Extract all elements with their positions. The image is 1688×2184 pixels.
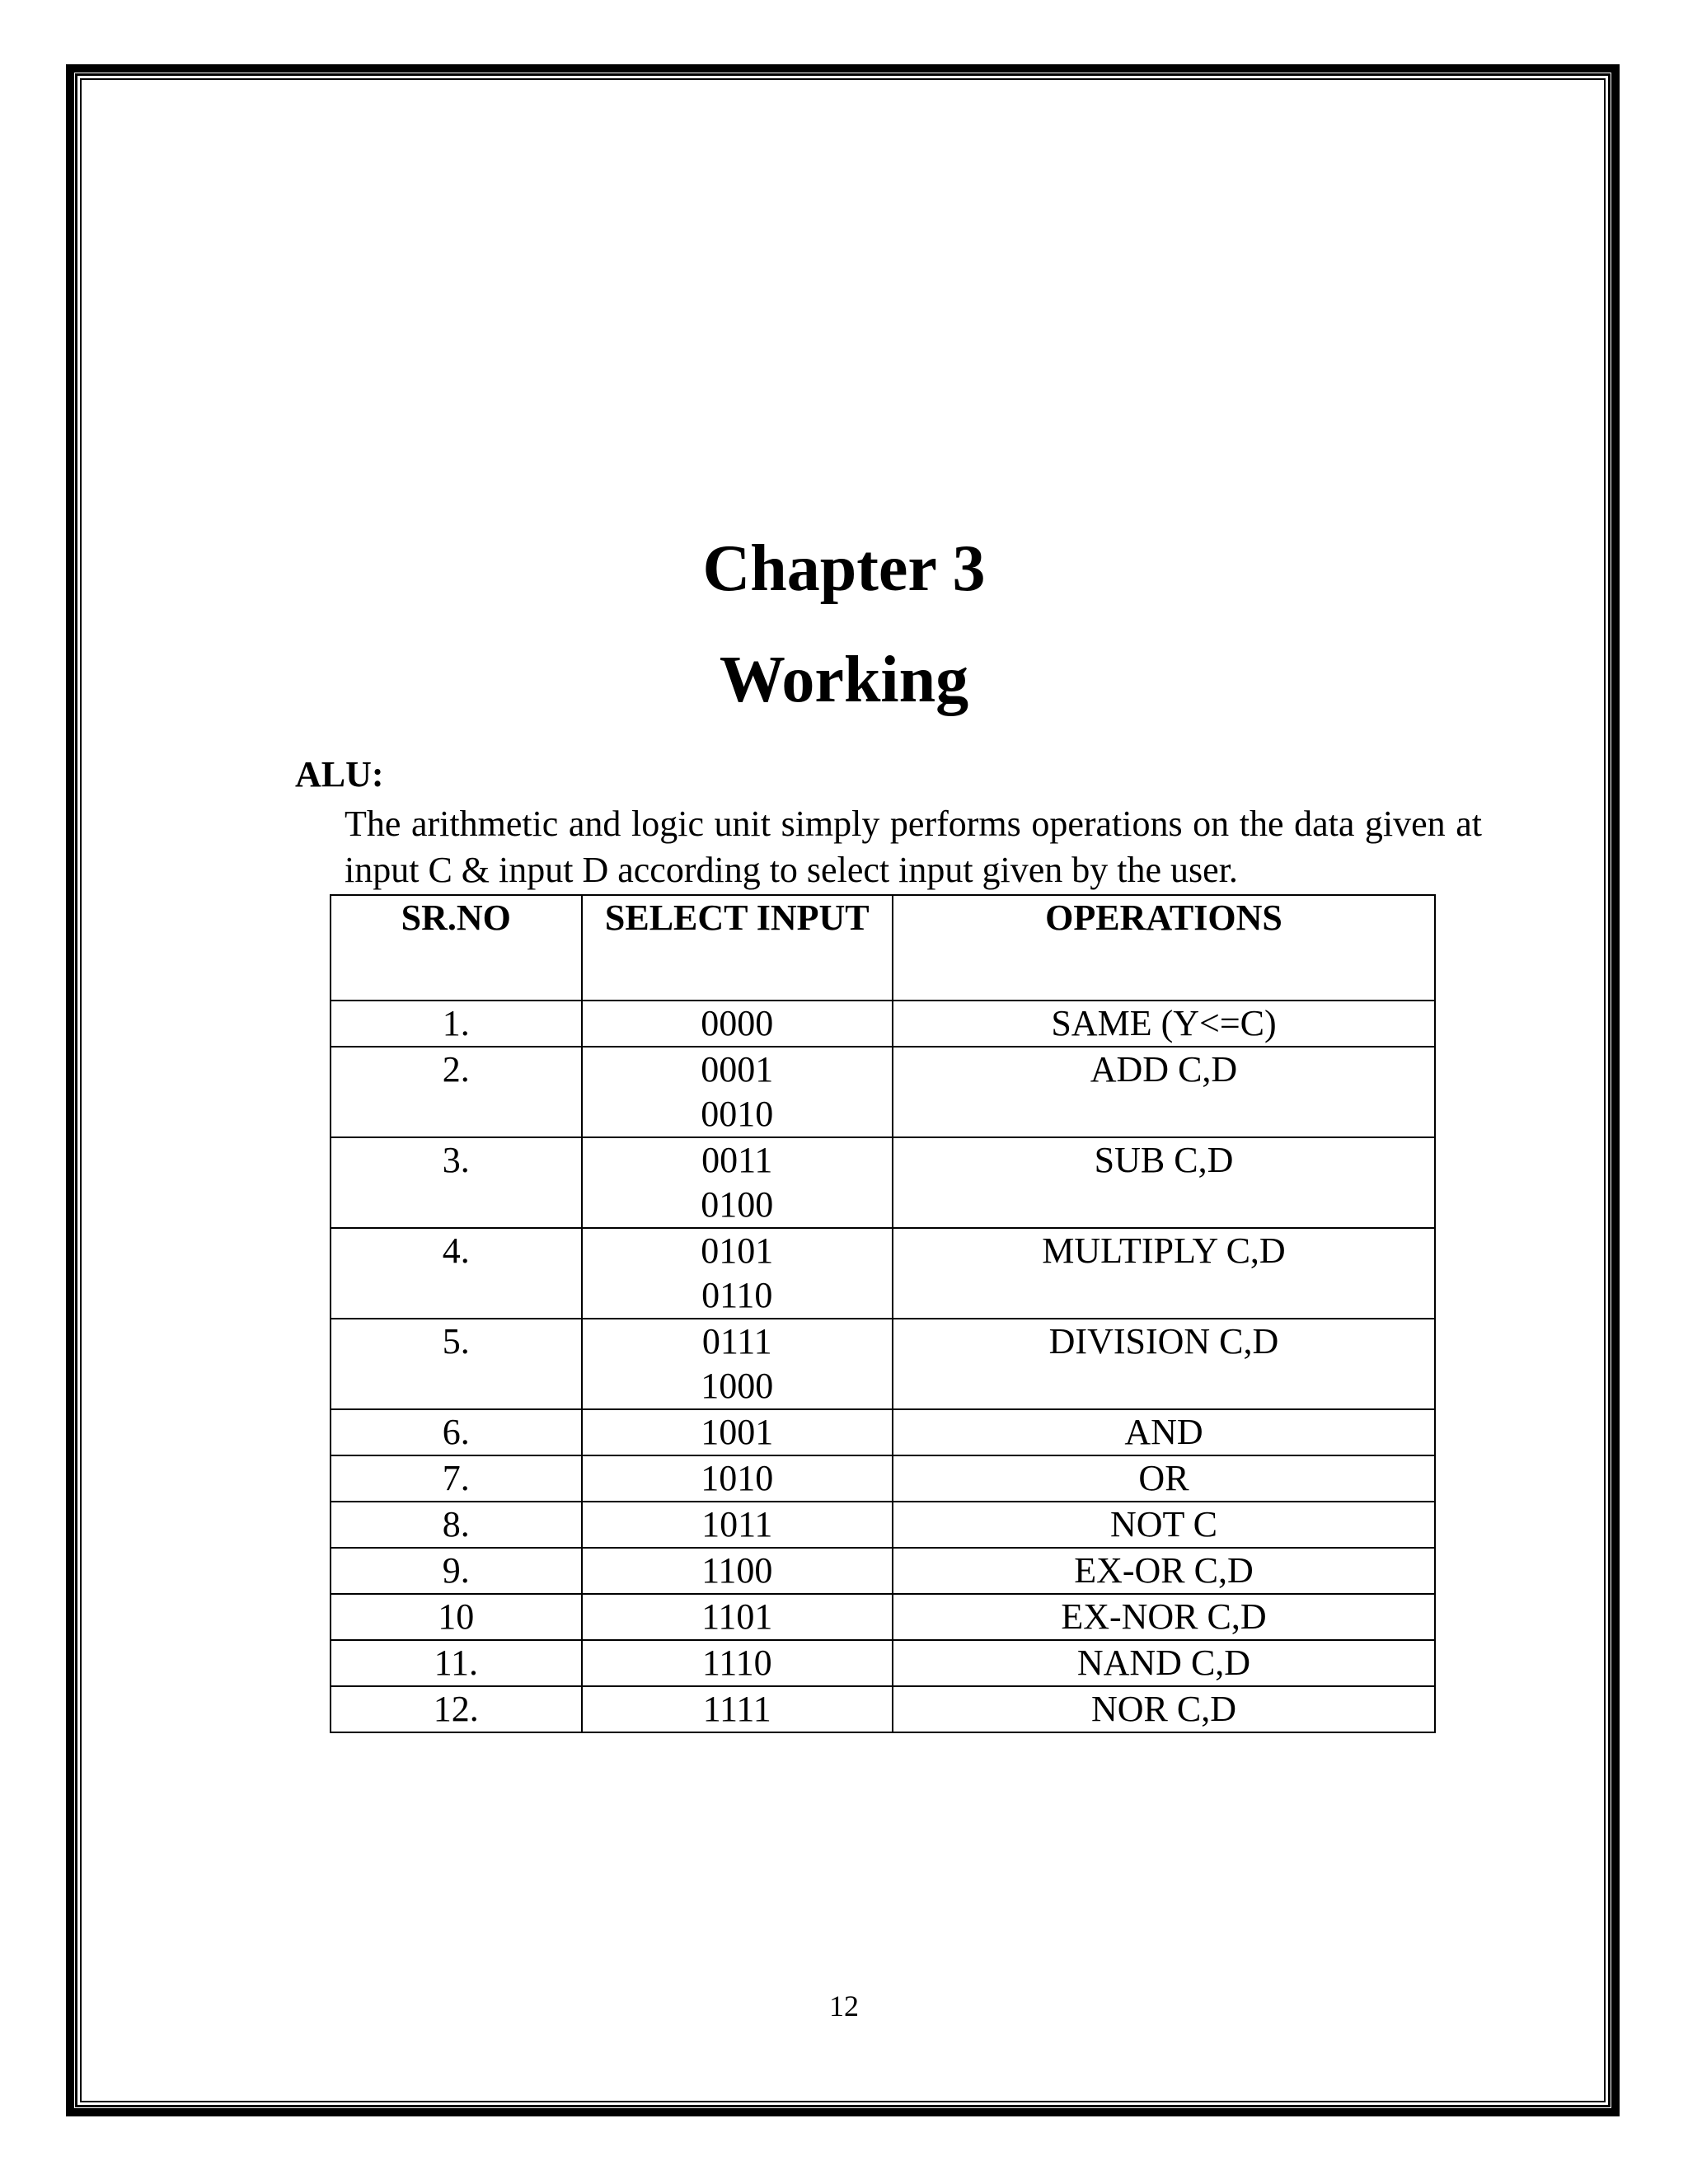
cell-sr-no: 2. — [331, 1047, 582, 1137]
cell-operation: NAND C,D — [893, 1640, 1435, 1686]
cell-operation: AND — [893, 1409, 1435, 1455]
table-row — [331, 1594, 1435, 1640]
cell-sr-no: 9. — [331, 1548, 582, 1594]
header-sr-no: SR.NO — [331, 895, 582, 1001]
cell-sr-no: 8. — [331, 1502, 582, 1548]
select-input-code: 0010 — [701, 1094, 774, 1134]
cell-select-input — [582, 1137, 893, 1228]
cell-sr-no: 7. — [331, 1455, 582, 1502]
cell-operation: SAME (Y<=C) — [893, 1001, 1435, 1047]
cell-select-input — [582, 1228, 893, 1319]
cell-operation: NOT C — [893, 1502, 1435, 1548]
table-row — [331, 1001, 1435, 1047]
cell-sr-no: 1. — [331, 1001, 582, 1047]
table-row — [331, 1686, 1435, 1732]
select-input-code: 1010 — [701, 1458, 774, 1498]
select-input-code: 1111 — [702, 1689, 771, 1729]
cell-sr-no: 6. — [331, 1409, 582, 1455]
cell-operation: DIVISION C,D — [893, 1319, 1435, 1409]
table-row — [331, 1228, 1435, 1319]
cell-operation: EX-NOR C,D — [893, 1594, 1435, 1640]
cell-select-input — [582, 1548, 893, 1594]
table-row — [331, 1502, 1435, 1548]
cell-select-input — [582, 1455, 893, 1502]
cell-operation: EX-OR C,D — [893, 1548, 1435, 1594]
select-input-code: 1101 — [701, 1596, 773, 1637]
cell-select-input — [582, 1594, 893, 1640]
select-input-code: 1001 — [701, 1412, 774, 1452]
table-body — [331, 1001, 1435, 1732]
section-paragraph: The arithmetic and logic unit simply performs operations on the data given at input C & input D according to select input given by the user. — [345, 804, 1482, 890]
header-operations: OPERATIONS — [893, 895, 1435, 1001]
cell-sr-no: 5. — [331, 1319, 582, 1409]
cell-select-input — [582, 1409, 893, 1455]
cell-select-input — [582, 1001, 893, 1047]
cell-sr-no: 4. — [331, 1228, 582, 1319]
chapter-title: Working — [719, 644, 969, 716]
select-input-code: 0111 — [701, 1321, 772, 1361]
select-input-code: 0100 — [701, 1184, 774, 1225]
chapter-number: Chapter 3 — [702, 532, 986, 605]
cell-sr-no: 10 — [331, 1594, 582, 1640]
select-input-code: 1011 — [701, 1504, 773, 1544]
select-input-code: 1110 — [701, 1643, 772, 1683]
select-input-code: 0011 — [701, 1140, 773, 1180]
alu-operations-table — [330, 894, 1436, 1733]
cell-sr-no: 3. — [331, 1137, 582, 1228]
table-row — [331, 1409, 1435, 1455]
page-number: 12 — [829, 1990, 859, 2022]
select-input-code: 0001 — [701, 1049, 774, 1090]
table-row — [331, 1047, 1435, 1137]
cell-operation: NOR C,D — [893, 1686, 1435, 1732]
cell-select-input — [582, 1502, 893, 1548]
table-row — [331, 1455, 1435, 1502]
select-input-code: 0110 — [701, 1275, 773, 1315]
cell-select-input — [582, 1686, 893, 1732]
select-input-code: 1100 — [701, 1550, 773, 1591]
table-row — [331, 1137, 1435, 1228]
cell-select-input — [582, 1640, 893, 1686]
cell-select-input — [582, 1047, 893, 1137]
table-row — [331, 1640, 1435, 1686]
section-heading: ALU: — [295, 754, 384, 794]
select-input-code: 0000 — [701, 1003, 774, 1043]
header-select-input: SELECT INPUT — [582, 895, 893, 1001]
table-row — [331, 1548, 1435, 1594]
select-input-code: 1000 — [701, 1366, 774, 1406]
cell-operation: MULTIPLY C,D — [893, 1228, 1435, 1319]
cell-operation: SUB C,D — [893, 1137, 1435, 1228]
cell-select-input — [582, 1319, 893, 1409]
cell-operation: OR — [893, 1455, 1435, 1502]
table-row — [331, 1319, 1435, 1409]
cell-sr-no: 11. — [331, 1640, 582, 1686]
select-input-code: 0101 — [701, 1230, 774, 1271]
table-header-row — [331, 895, 1435, 1001]
cell-sr-no: 12. — [331, 1686, 582, 1732]
cell-operation: ADD C,D — [893, 1047, 1435, 1137]
